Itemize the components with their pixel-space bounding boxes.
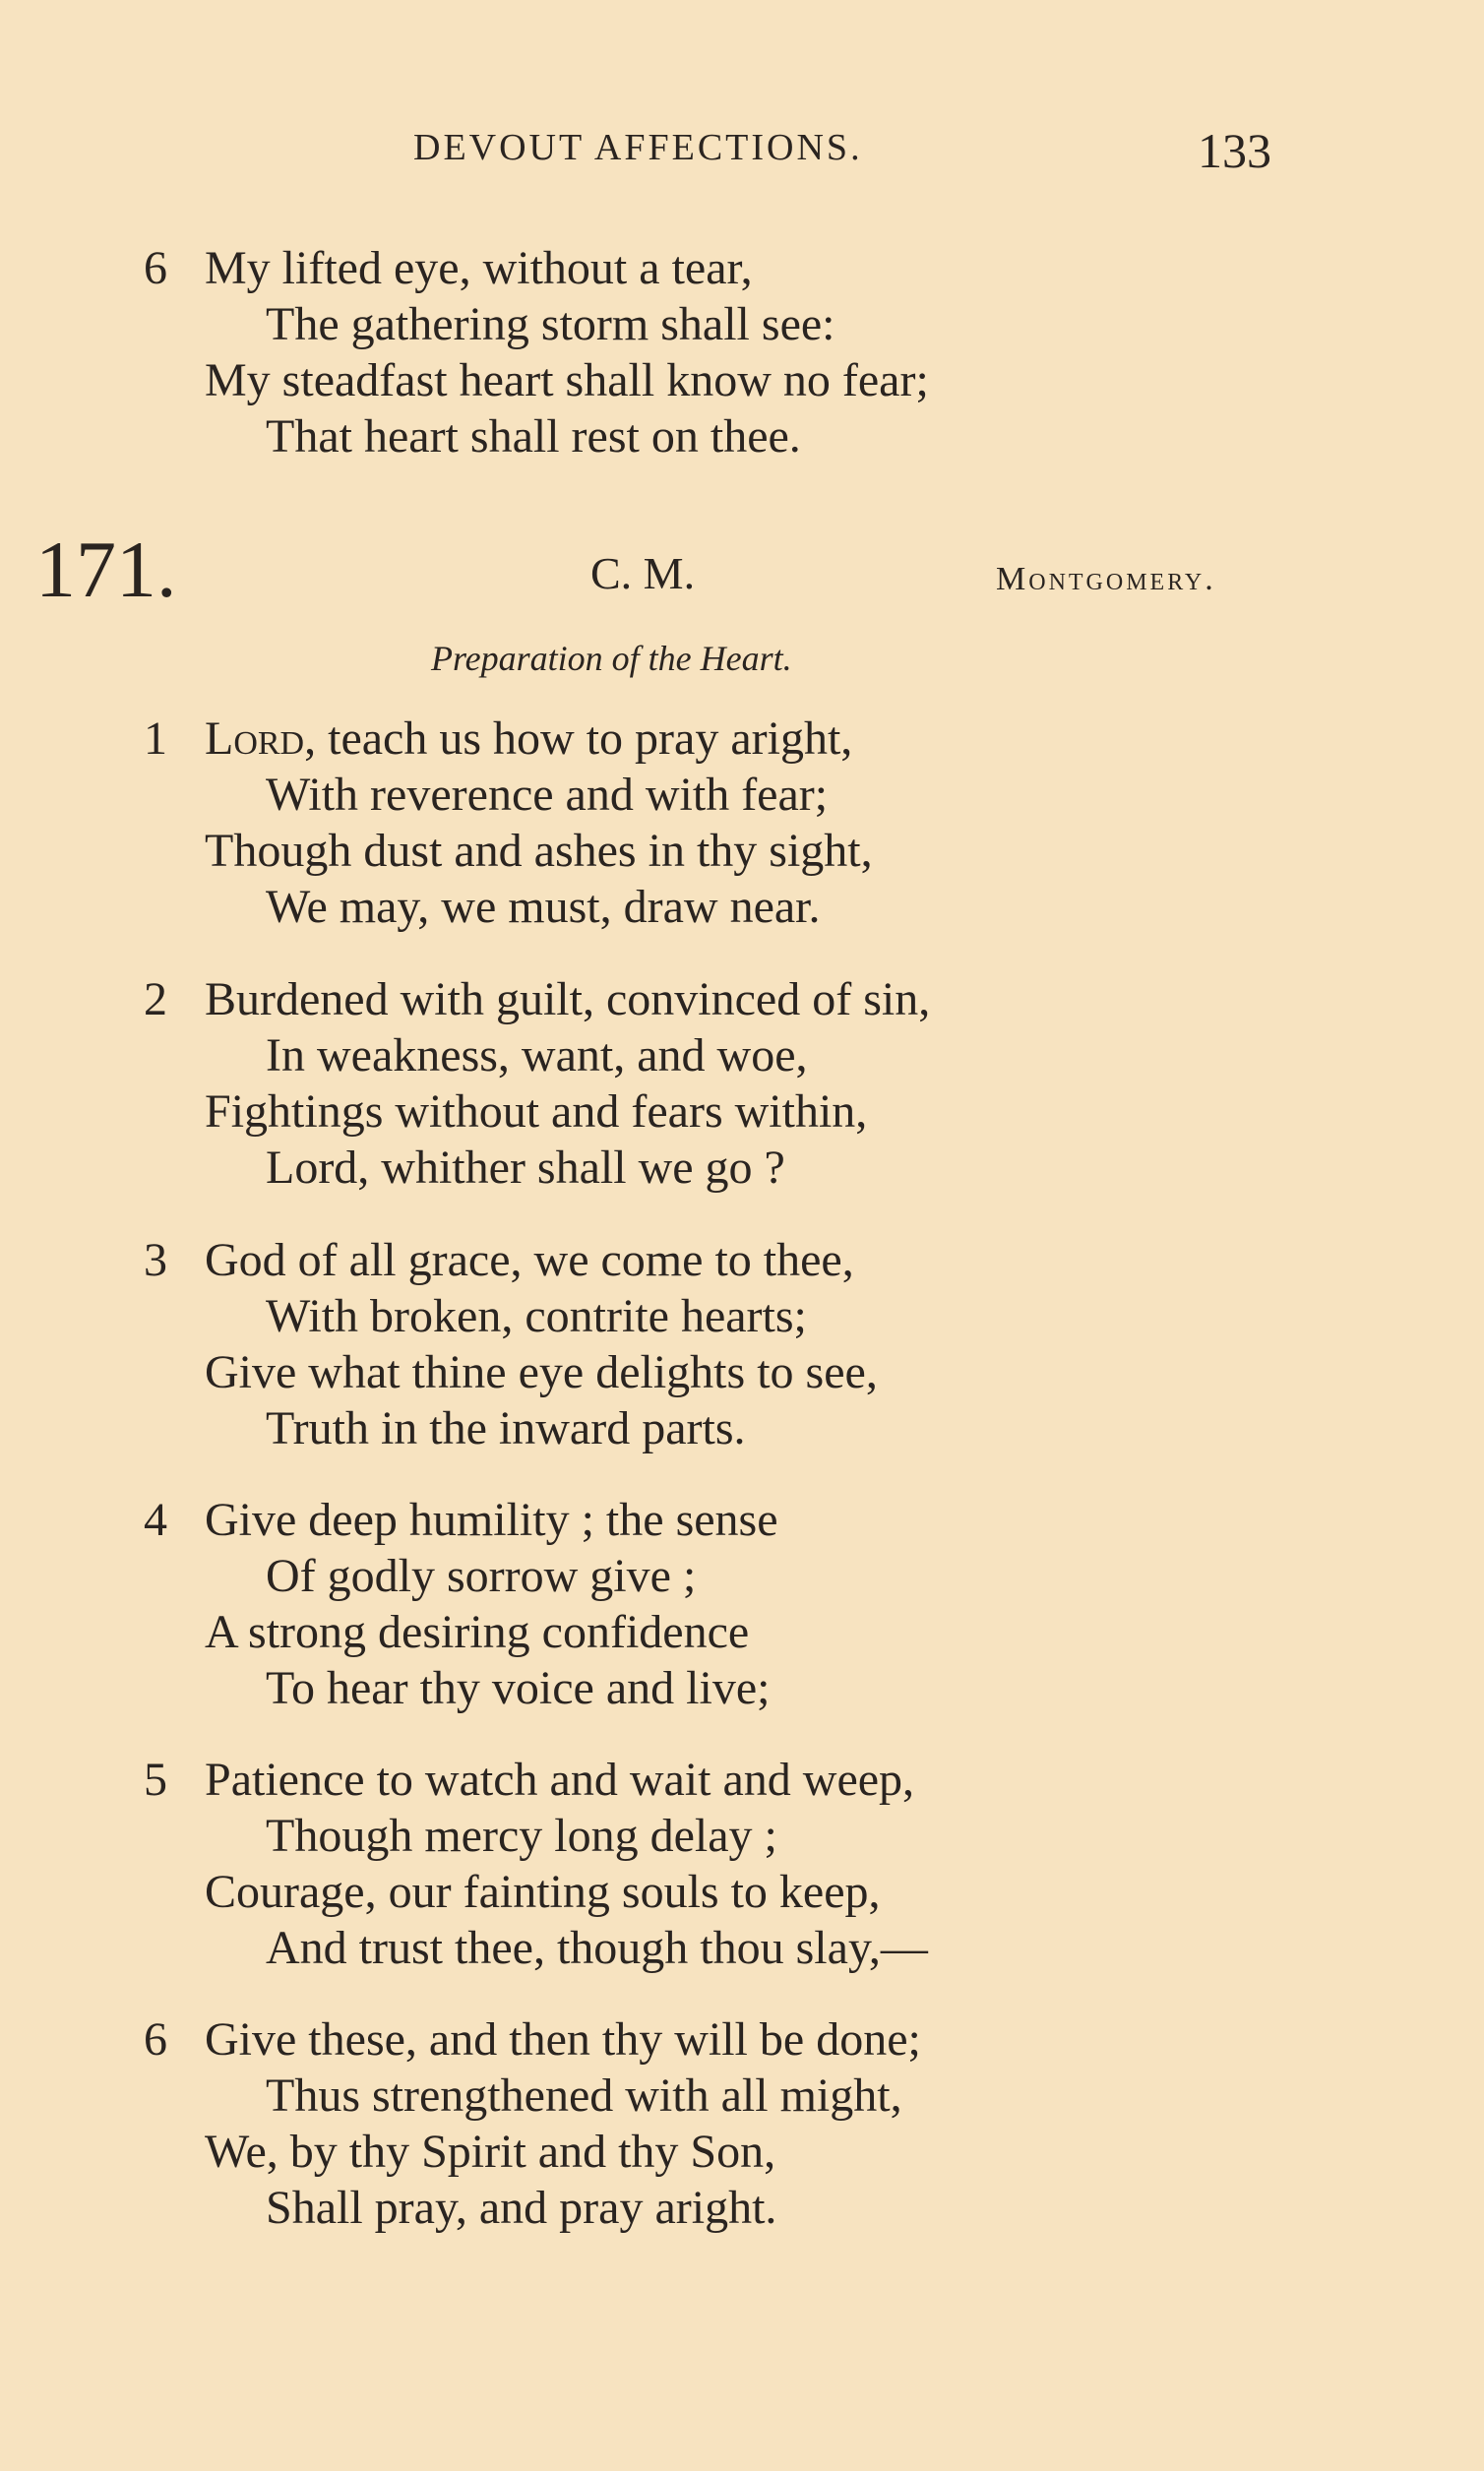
stanza-line: Truth in the inward parts.: [266, 1402, 746, 1454]
stanza-line: Thus strengthened with all might,: [266, 2069, 902, 2122]
stanza-line: Fightings without and fears within,: [205, 1085, 868, 1138]
stanza-line: 6 Give these, and then thy will be done;: [144, 2013, 921, 2066]
stanza-line: To hear thy voice and live;: [266, 1662, 771, 1714]
stanza-line: Though mercy long delay ;: [266, 1810, 777, 1862]
hymn-stanza-6: [144, 2011, 1226, 2236]
stanza-line: Shall pray, and pray aright.: [266, 2182, 777, 2234]
stanza-line: Give what thine eye delights to see,: [205, 1346, 878, 1398]
verse-number: 4: [144, 1494, 167, 1546]
stanza-line: We, by thy Spirit and thy Son,: [205, 2126, 776, 2178]
stanza-line: 3 God of all grace, we come to thee,: [144, 1234, 854, 1286]
stanza-line: With broken, contrite hearts;: [266, 1290, 807, 1342]
verse-number: 3: [144, 1234, 167, 1286]
hymn-author: Montgomery.: [996, 561, 1216, 597]
verse-number: 1: [144, 712, 167, 765]
stanza-line: 1 Lord, teach us how to pray aright,: [144, 712, 853, 765]
previous-hymn-stanza: [144, 240, 1226, 464]
stanza-line: Courage, our fainting souls to keep,: [205, 1866, 881, 1918]
verse-number: 6: [144, 2013, 167, 2066]
stanza-line: With reverence and with fear;: [266, 769, 829, 821]
stanza-line: And trust thee, though thou slay,—: [266, 1922, 928, 1974]
running-title: DEVOUT AFFECTIONS.: [413, 127, 863, 168]
stanza-line: 2 Burdened with guilt, convinced of sin,: [144, 973, 931, 1025]
stanza-line: The gathering storm shall see:: [266, 298, 835, 350]
stanza-line: 6 My lifted eye, without a tear,: [144, 242, 753, 294]
stanza-line: My steadfast heart shall know no fear;: [205, 354, 929, 406]
stanza-line: 4 Give deep humility ; the sense: [144, 1494, 778, 1546]
hymn-meter: C. M.: [590, 548, 696, 598]
stanza-line: That heart shall rest on thee.: [266, 410, 801, 463]
verse-number: 2: [144, 973, 167, 1025]
stanza-line: 5 Patience to watch and wait and weep,: [144, 1754, 915, 1806]
stanza-line: A strong desiring confidence: [205, 1606, 750, 1658]
hymn-stanza-1: [144, 710, 1226, 935]
hymn-subtitle: Preparation of the Heart.: [431, 639, 792, 678]
verse-number: 6: [144, 242, 167, 294]
stanza-line: Lord, whither shall we go ?: [266, 1142, 785, 1194]
first-word: Lord: [205, 712, 305, 765]
stanza-line: Of godly sorrow give ;: [266, 1550, 697, 1602]
hymn-stanza-5: [144, 1752, 1226, 1976]
hymn-stanza-3: [144, 1232, 1226, 1456]
stanza-line: We may, we must, draw near.: [266, 881, 821, 933]
hymn-number: 171.: [35, 525, 177, 614]
hymn-stanza-2: [144, 971, 1226, 1196]
page-number: 133: [1198, 123, 1271, 178]
stanza-line: In weakness, want, and woe,: [266, 1029, 808, 1081]
stanza-line: Though dust and ashes in thy sight,: [205, 825, 873, 877]
hymn-stanza-4: [144, 1492, 1226, 1716]
verse-number: 5: [144, 1754, 167, 1806]
